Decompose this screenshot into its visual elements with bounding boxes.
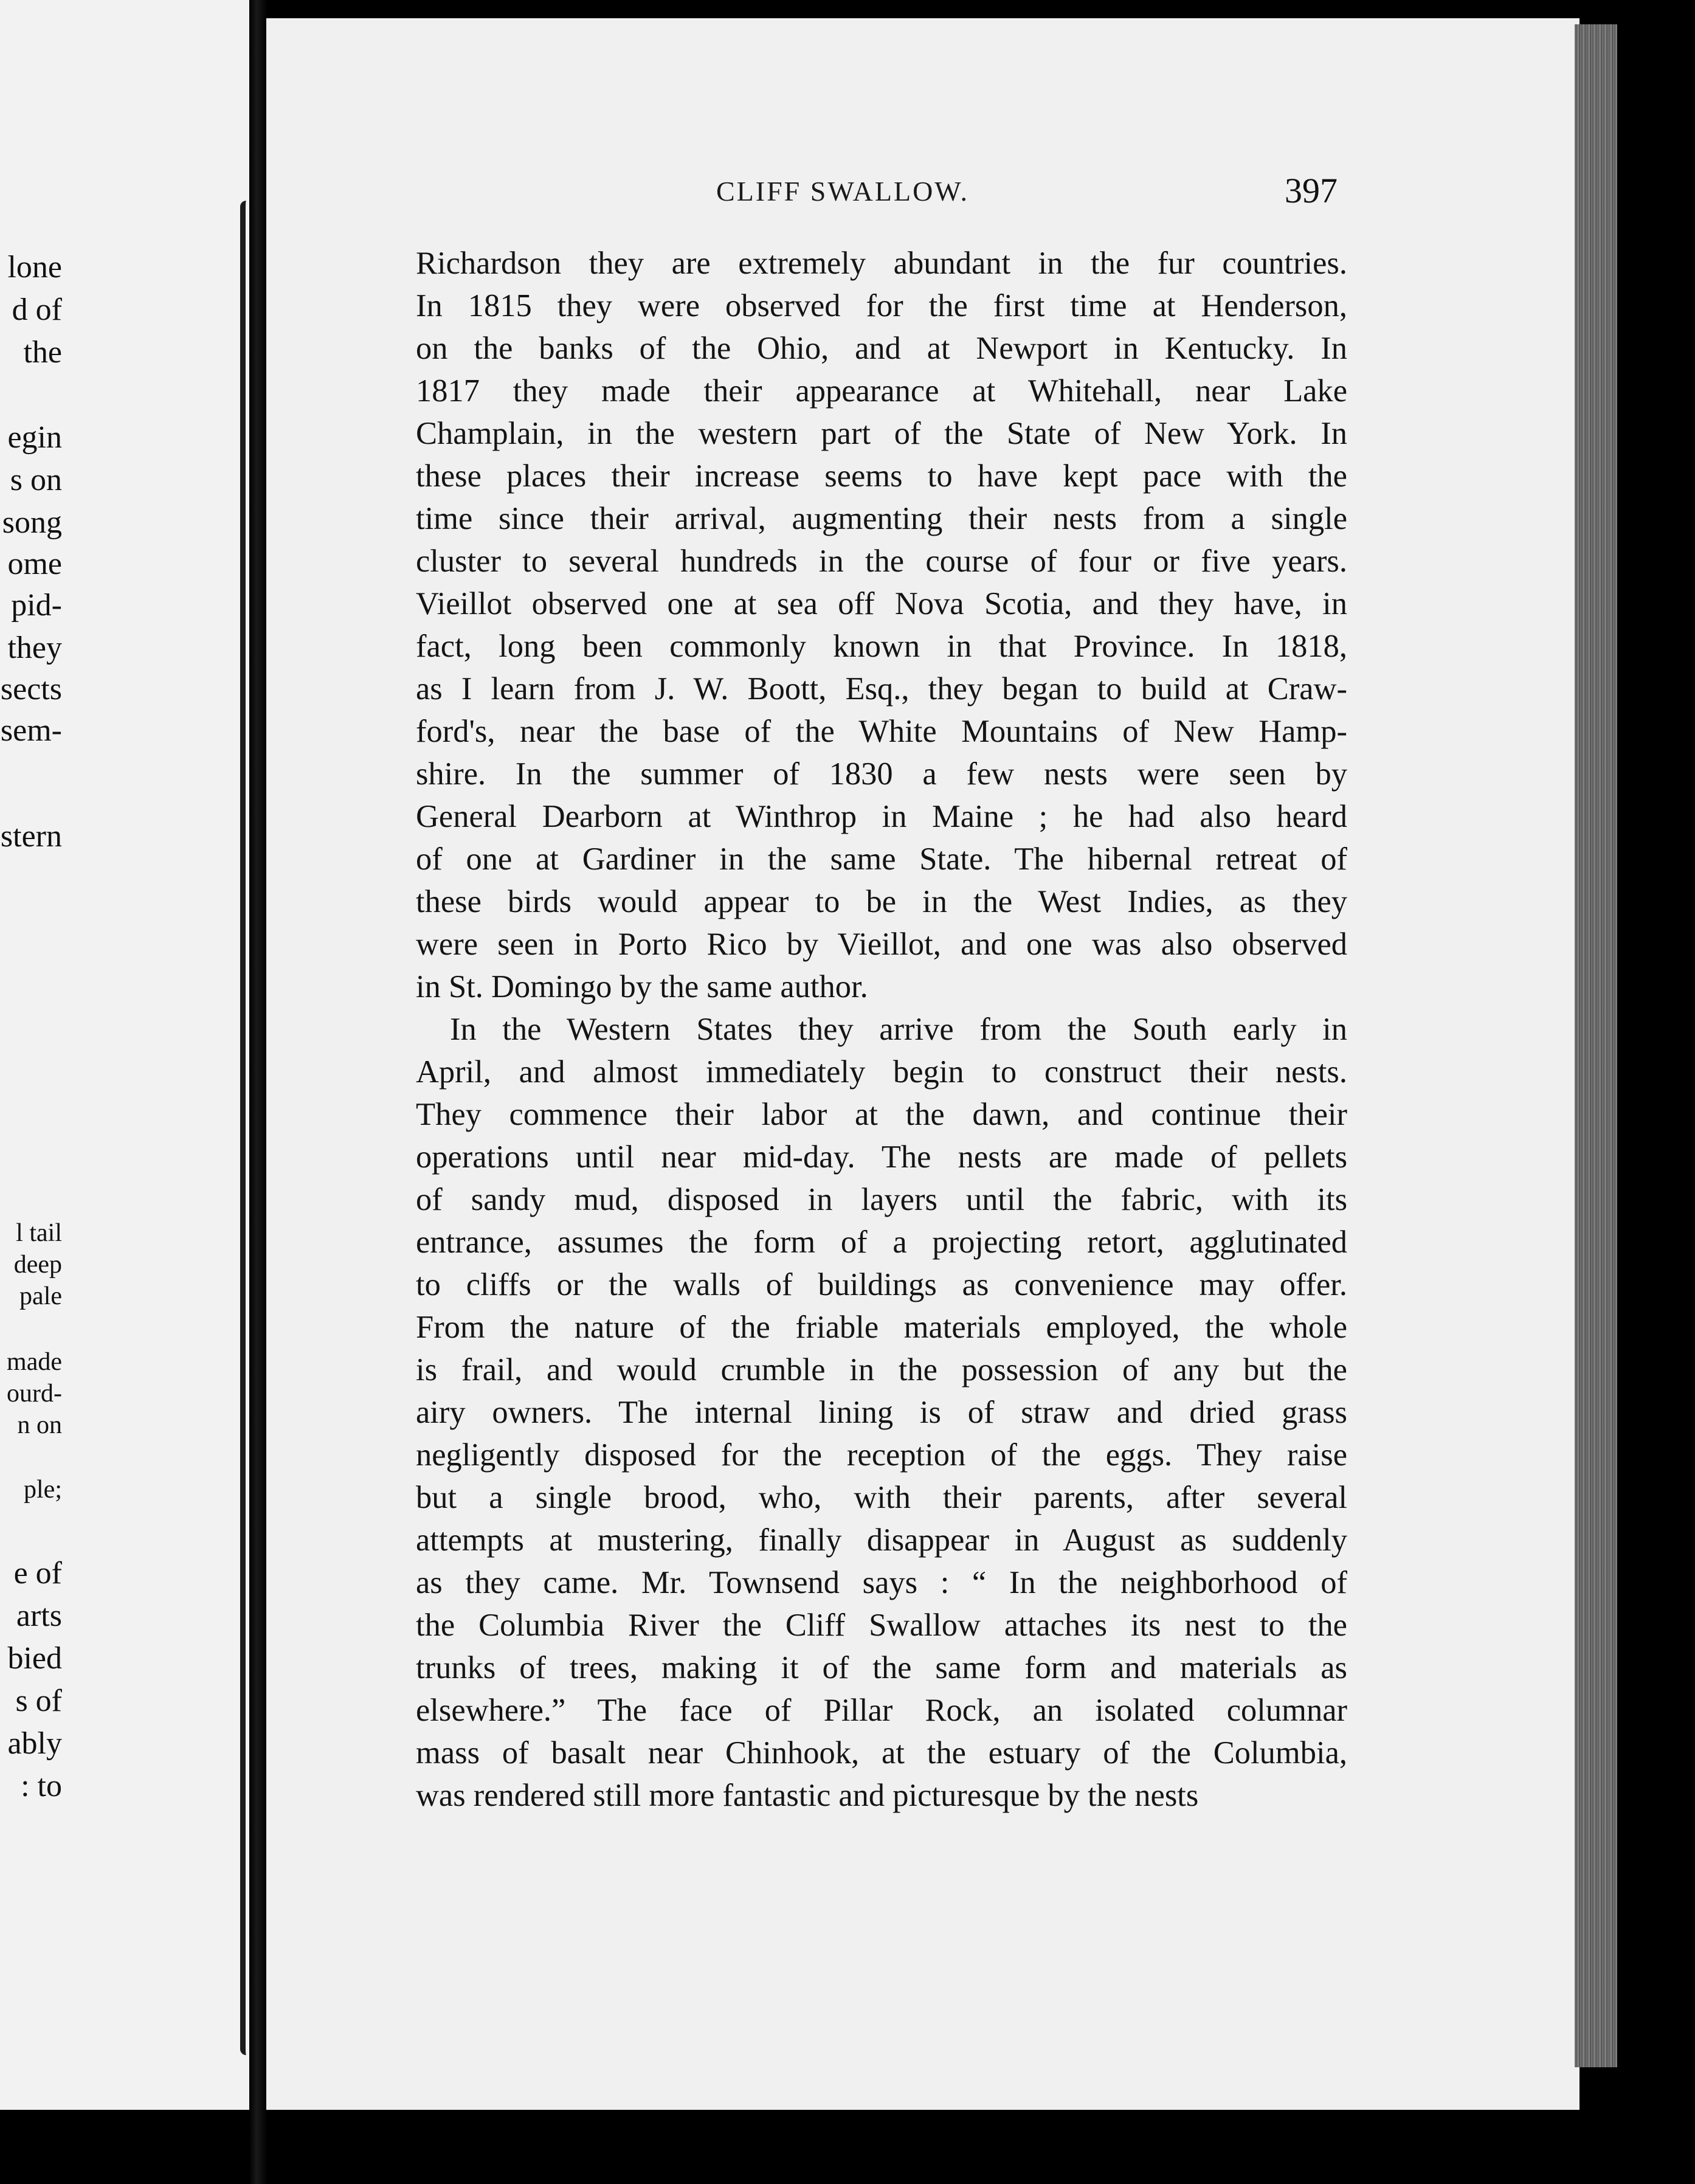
- running-head: CLIFF SWALLOW.: [716, 176, 969, 207]
- text-line: were seen in Porto Rico by Vieillot, and one was also observed: [416, 927, 1347, 962]
- text-line: From the nature of the friable materials employed, the whole: [416, 1310, 1347, 1345]
- text-line: but a single brood, who, with their parents, after several: [416, 1480, 1347, 1515]
- page-stack-edge: [1575, 24, 1617, 2067]
- right-page: [266, 18, 1579, 2110]
- text-line: In 1815 they were observed for the first time at Henderson,: [416, 288, 1347, 323]
- text-line: Champlain, in the western part of the State of New York. In: [416, 416, 1347, 451]
- text-line: was rendered still more fantastic and picturesque by the nests: [416, 1778, 1199, 1813]
- left-page-fragment: : to: [21, 1769, 62, 1803]
- left-page-text-fragments: [0, 0, 249, 2110]
- binding-thread: [240, 201, 255, 2055]
- text-line: to cliffs or the walls of buildings as convenience may offer.: [416, 1267, 1347, 1302]
- text-line: time since their arrival, augmenting their nests from a single: [416, 501, 1347, 536]
- left-page-fragment: song: [2, 505, 62, 540]
- left-page-fragment: the: [23, 335, 62, 370]
- left-page-fragment: pid-: [11, 588, 62, 623]
- left-page-fragment: ably: [7, 1726, 62, 1761]
- text-line: in St. Domingo by the same author.: [416, 969, 868, 1004]
- text-line: ford's, near the base of the White Mountains of New Hamp-: [416, 714, 1347, 749]
- text-line: cluster to several hundreds in the course of four or five years.: [416, 544, 1347, 579]
- left-page-fragment: sects: [0, 672, 62, 707]
- text-line: of one at Gardiner in the same State. The hibernal retreat of: [416, 841, 1347, 877]
- text-line: 1817 they made their appearance at Whitehall, near Lake: [416, 373, 1347, 409]
- left-page-fragment: bied: [7, 1641, 62, 1676]
- text-line: on the banks of the Ohio, and at Newport in Kentucky. In: [416, 331, 1347, 366]
- left-page-fragment: ome: [7, 547, 62, 581]
- text-line: They commence their labor at the dawn, and continue their: [416, 1097, 1347, 1132]
- text-line: entrance, assumes the form of a projecting retort, agglutinated: [416, 1225, 1347, 1260]
- page-body-text: [416, 242, 1347, 1817]
- text-line: these birds would appear to be in the West Indies, as they: [416, 884, 1347, 919]
- left-page-fragment: n on: [17, 1411, 62, 1439]
- text-line: the Columbia River the Cliff Swallow attaches its nest to the: [416, 1608, 1347, 1643]
- text-line: operations until near mid-day. The nests are made of pellets: [416, 1139, 1347, 1175]
- text-line: elsewhere.” The face of Pillar Rock, an isolated columnar: [416, 1693, 1347, 1728]
- text-line: shire. In the summer of 1830 a few nests were seen by: [416, 756, 1347, 792]
- left-page-fragment: l tail: [16, 1219, 62, 1247]
- text-line: attempts at mustering, finally disappear in August as suddenly: [416, 1522, 1347, 1558]
- text-line: these places their increase seems to have kept pace with the: [416, 458, 1347, 494]
- text-line: as I learn from J. W. Boott, Esq., they began to build at Craw-: [416, 671, 1347, 707]
- text-line: trunks of trees, making it of the same form and materials as: [416, 1650, 1347, 1685]
- left-page-fragment: made: [7, 1348, 62, 1376]
- left-page-fragment: s of: [15, 1684, 62, 1718]
- left-page-fragment: stern: [0, 819, 62, 854]
- left-page-fragment: lone: [7, 250, 62, 285]
- text-line: April, and almost immediately begin to construct their nests.: [416, 1054, 1347, 1090]
- text-line: of sandy mud, disposed in layers until the fabric, with its: [416, 1182, 1347, 1217]
- text-line: General Dearborn at Winthrop in Maine ; he had also heard: [416, 799, 1347, 834]
- text-line: In the Western States they arrive from the South early in: [450, 1012, 1347, 1047]
- left-page-fragment: sem-: [0, 713, 62, 748]
- text-line: Vieillot observed one at sea off Nova Scotia, and they have, in: [416, 586, 1347, 621]
- paragraph: [416, 242, 1347, 1008]
- text-line: mass of basalt near Chinhook, at the estuary of the Columbia,: [416, 1735, 1347, 1771]
- left-page-fragment: d of: [12, 292, 62, 327]
- left-page-fragment: arts: [16, 1598, 62, 1633]
- text-line: negligently disposed for the reception of the eggs. They raise: [416, 1437, 1347, 1473]
- text-line: airy owners. The internal lining is of straw and dried grass: [416, 1395, 1347, 1430]
- paragraph: [416, 1008, 1347, 1817]
- left-page-fragment: egin: [7, 420, 62, 455]
- left-page-fragment: they: [7, 631, 62, 665]
- text-line: as they came. Mr. Townsend says : “ In the neighborhood of: [416, 1565, 1347, 1600]
- text-line: Richardson they are extremely abundant in the fur countries.: [416, 246, 1347, 281]
- left-page-fragment: ourd-: [7, 1380, 62, 1408]
- text-line: fact, long been commonly known in that Province. In 1818,: [416, 629, 1347, 664]
- page-number: 397: [1285, 171, 1338, 210]
- left-page-fragment: s on: [10, 463, 62, 497]
- left-page: [0, 0, 249, 2110]
- page-header: [266, 18, 1579, 237]
- left-page-fragment: ple;: [24, 1476, 62, 1504]
- left-page-fragment: pale: [19, 1282, 62, 1310]
- left-page-fragment: deep: [13, 1251, 62, 1279]
- text-line: is frail, and would crumble in the possession of any but the: [416, 1352, 1347, 1387]
- left-page-fragment: e of: [13, 1556, 62, 1591]
